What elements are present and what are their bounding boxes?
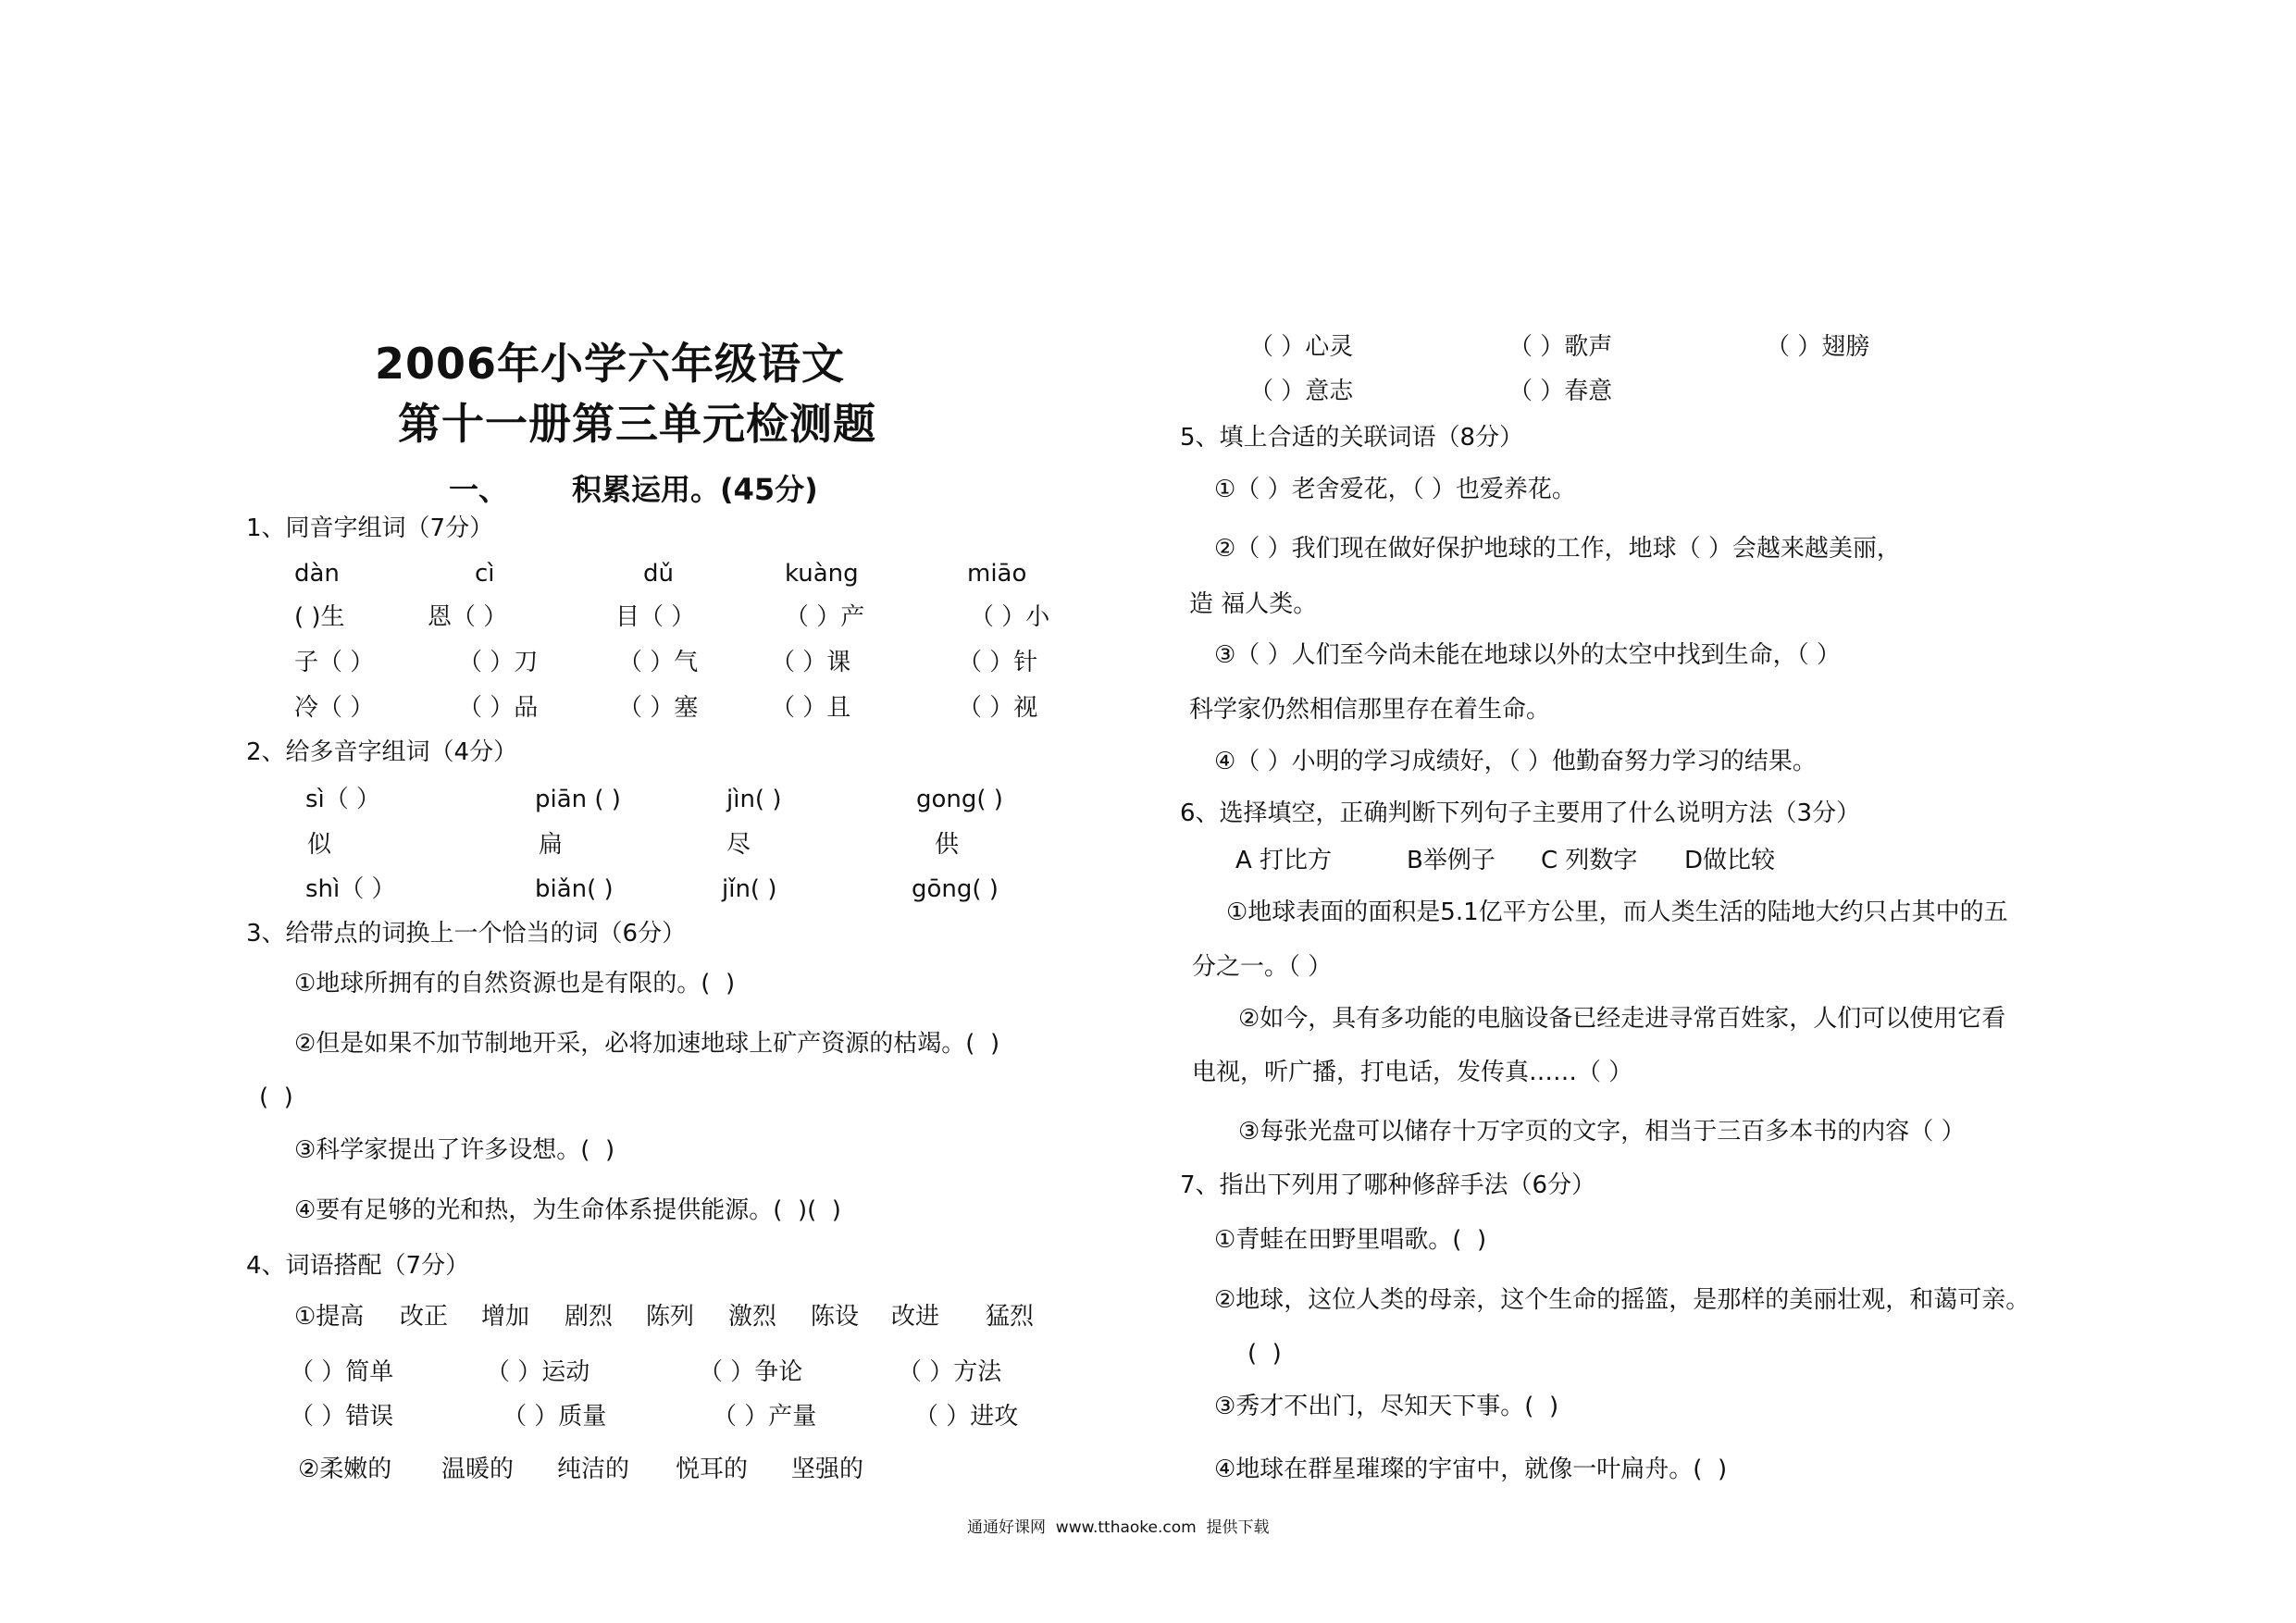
q5-item: ④（ ）小明的学习成绩好，（ ）他勤奋努力学习的结果。 bbox=[1214, 748, 1817, 775]
q6-item: ①地球表面的面积是5.1亿平方公里，而人类生活的陆地大约只占其中的五 bbox=[1226, 898, 2008, 926]
q1-cell: （ ）品 bbox=[458, 694, 539, 722]
q7-item: ③秀才不出门，尽知天下事。( ) bbox=[1214, 1393, 1559, 1420]
q4-blank: （ ）简单 bbox=[290, 1358, 394, 1386]
q6-item: ③每张光盘可以储存十万字页的文字，相当于三百多本书的内容（ ） bbox=[1238, 1118, 1966, 1146]
q4-word: ①提高 bbox=[294, 1303, 365, 1331]
q1-cell: 子（ ） bbox=[294, 649, 375, 676]
q6-item-continuation: 分之一。（ ） bbox=[1192, 953, 1333, 981]
q6-item-continuation: 电视，听广播，打电话，发传真……（ ） bbox=[1192, 1059, 1633, 1086]
q2-cell: gōng( ) bbox=[912, 875, 999, 903]
q6-heading: 6、选择填空，正确判断下列句子主要用了什么说明方法（3分） bbox=[1180, 799, 1861, 827]
q7-item-continuation: ( ) bbox=[1247, 1340, 1282, 1368]
q2-cell: biǎn( ) bbox=[535, 875, 614, 903]
q2-cell: jǐn( ) bbox=[722, 875, 777, 903]
q4-word: 改进 bbox=[891, 1303, 940, 1331]
q1-pinyin: dàn bbox=[294, 560, 340, 588]
q5-heading: 5、填上合适的关联词语（8分） bbox=[1180, 424, 1524, 452]
q6-option: B举例子 bbox=[1407, 847, 1496, 874]
q2-cell: piān ( ) bbox=[535, 786, 621, 813]
q3-item-continuation: ( ) bbox=[259, 1084, 293, 1111]
q1-cell: 目（ ） bbox=[615, 603, 696, 631]
q6-option: D做比较 bbox=[1684, 847, 1776, 874]
footer-source: 通通好课网 www.tthaoke.com 提供下载 bbox=[967, 1518, 1270, 1537]
q1-cell: （ ）气 bbox=[618, 649, 699, 676]
q2-heading: 2、给多音字组词（4分） bbox=[246, 738, 518, 766]
q7-heading: 7、指出下列用了哪种修辞手法（6分） bbox=[1180, 1171, 1596, 1199]
q1-cell: ( )生 bbox=[294, 603, 345, 631]
q4-word: 猛烈 bbox=[986, 1303, 1035, 1331]
q1-pinyin: miāo bbox=[967, 560, 1027, 588]
q4-blank: （ ）春意 bbox=[1508, 378, 1613, 405]
q1-cell: （ ）视 bbox=[958, 694, 1038, 722]
q4-word: 纯洁的 bbox=[557, 1456, 630, 1483]
q4-word: 悦耳的 bbox=[676, 1456, 749, 1483]
q4-blank: （ ）心灵 bbox=[1249, 333, 1354, 361]
q4-blank: （ ）运动 bbox=[486, 1358, 590, 1386]
section-label: 积累运用。(45分) bbox=[572, 472, 818, 507]
q1-cell: （ ）塞 bbox=[618, 694, 699, 722]
q2-char: 尽 bbox=[726, 831, 751, 859]
q1-cell: （ ）刀 bbox=[458, 649, 539, 676]
q5-item: ③（ ）人们至今尚未能在地球以外的太空中找到生命，（ ） bbox=[1214, 641, 1841, 669]
q1-pinyin: dǔ bbox=[643, 560, 674, 588]
q4-word: 陈列 bbox=[646, 1303, 695, 1331]
q1-cell: （ ）小 bbox=[970, 603, 1050, 631]
q2-cell: sì（ ） bbox=[305, 786, 381, 813]
q3-item: ①地球所拥有的自然资源也是有限的。( ) bbox=[294, 970, 736, 997]
q4-blank: （ ）方法 bbox=[898, 1358, 1002, 1386]
title-line-1: 2006年小学六年级语文 bbox=[375, 339, 846, 389]
title-line-2: 第十一册第三单元检测题 bbox=[398, 399, 876, 449]
q7-item: ②地球，这位人类的母亲，这个生命的摇篮，是那样的美丽壮观，和蔼可亲。 bbox=[1214, 1286, 2030, 1314]
q6-option: C 列数字 bbox=[1541, 847, 1638, 874]
q1-pinyin: cì bbox=[475, 560, 495, 588]
q4-blank: （ ）质量 bbox=[503, 1403, 607, 1431]
q4-blank: （ ）意志 bbox=[1249, 378, 1354, 405]
q4-word: 坚强的 bbox=[791, 1456, 864, 1483]
q1-cell: （ ）产 bbox=[785, 603, 865, 631]
q4-blank: （ ）产量 bbox=[713, 1403, 817, 1431]
q4-blank: （ ）争论 bbox=[699, 1358, 803, 1386]
q5-item-continuation: 造 福人类。 bbox=[1189, 590, 1318, 618]
q2-cell: shì（ ） bbox=[305, 875, 396, 903]
q2-char: 扁 bbox=[539, 831, 564, 859]
q4-blank: （ ）歌声 bbox=[1508, 333, 1613, 361]
q5-item: ②（ ）我们现在做好保护地球的工作，地球（ ）会越来越美丽， bbox=[1214, 535, 1901, 563]
section-number: 一、 bbox=[449, 472, 509, 507]
q1-cell: （ ）且 bbox=[771, 694, 851, 722]
q4-word: 激烈 bbox=[728, 1303, 777, 1331]
q4-word: 剧烈 bbox=[565, 1303, 614, 1331]
q1-cell: （ ）课 bbox=[771, 649, 851, 676]
q2-cell: gong( ) bbox=[916, 786, 1003, 813]
q3-item: ②但是如果不加节制地开采，必将加速地球上矿产资源的枯竭。( ) bbox=[294, 1030, 1000, 1058]
q7-item: ④地球在群星璀璨的宇宙中，就像一叶扁舟。( ) bbox=[1214, 1456, 1728, 1483]
q3-heading: 3、给带点的词换上一个恰当的词（6分） bbox=[246, 920, 687, 948]
q7-item: ①青蛙在田野里唱歌。( ) bbox=[1214, 1226, 1487, 1254]
q2-char: 似 bbox=[307, 831, 332, 859]
q6-item: ②如今，具有多功能的电脑设备已经走进寻常百姓家，人们可以使用它看 bbox=[1238, 1005, 2006, 1033]
q4-word: 改正 bbox=[400, 1303, 449, 1331]
q4-blank: （ ）错误 bbox=[290, 1403, 394, 1431]
q1-pinyin: kuàng bbox=[785, 560, 859, 588]
q3-item: ④要有足够的光和热，为生命体系提供能源。( )( ) bbox=[294, 1196, 841, 1224]
q5-item-continuation: 科学家仍然相信那里存在着生命。 bbox=[1189, 696, 1551, 724]
q1-heading: 1、同音字组词（7分） bbox=[246, 514, 494, 542]
q4-word: 陈设 bbox=[811, 1303, 860, 1331]
q1-cell: 恩（ ） bbox=[428, 603, 508, 631]
q2-char: 供 bbox=[935, 831, 960, 859]
q6-option: A 打比方 bbox=[1235, 847, 1333, 874]
q1-cell: （ ）针 bbox=[958, 649, 1038, 676]
q4-blank: （ ）进攻 bbox=[914, 1403, 1019, 1431]
q5-item: ①（ ）老舍爱花，（ ）也爱养花。 bbox=[1214, 476, 1576, 503]
q1-cell: 冷（ ） bbox=[294, 694, 375, 722]
q4-blank: （ ）翅膀 bbox=[1766, 333, 1870, 361]
q4-word: 增加 bbox=[481, 1303, 530, 1331]
q4-heading: 4、词语搭配（7分） bbox=[246, 1252, 470, 1280]
q2-cell: jìn( ) bbox=[726, 786, 782, 813]
q4-word: ②柔嫩的 bbox=[298, 1456, 392, 1483]
q4-word: 温暖的 bbox=[441, 1456, 515, 1483]
q3-item: ③科学家提出了许多设想。( ) bbox=[294, 1136, 615, 1164]
